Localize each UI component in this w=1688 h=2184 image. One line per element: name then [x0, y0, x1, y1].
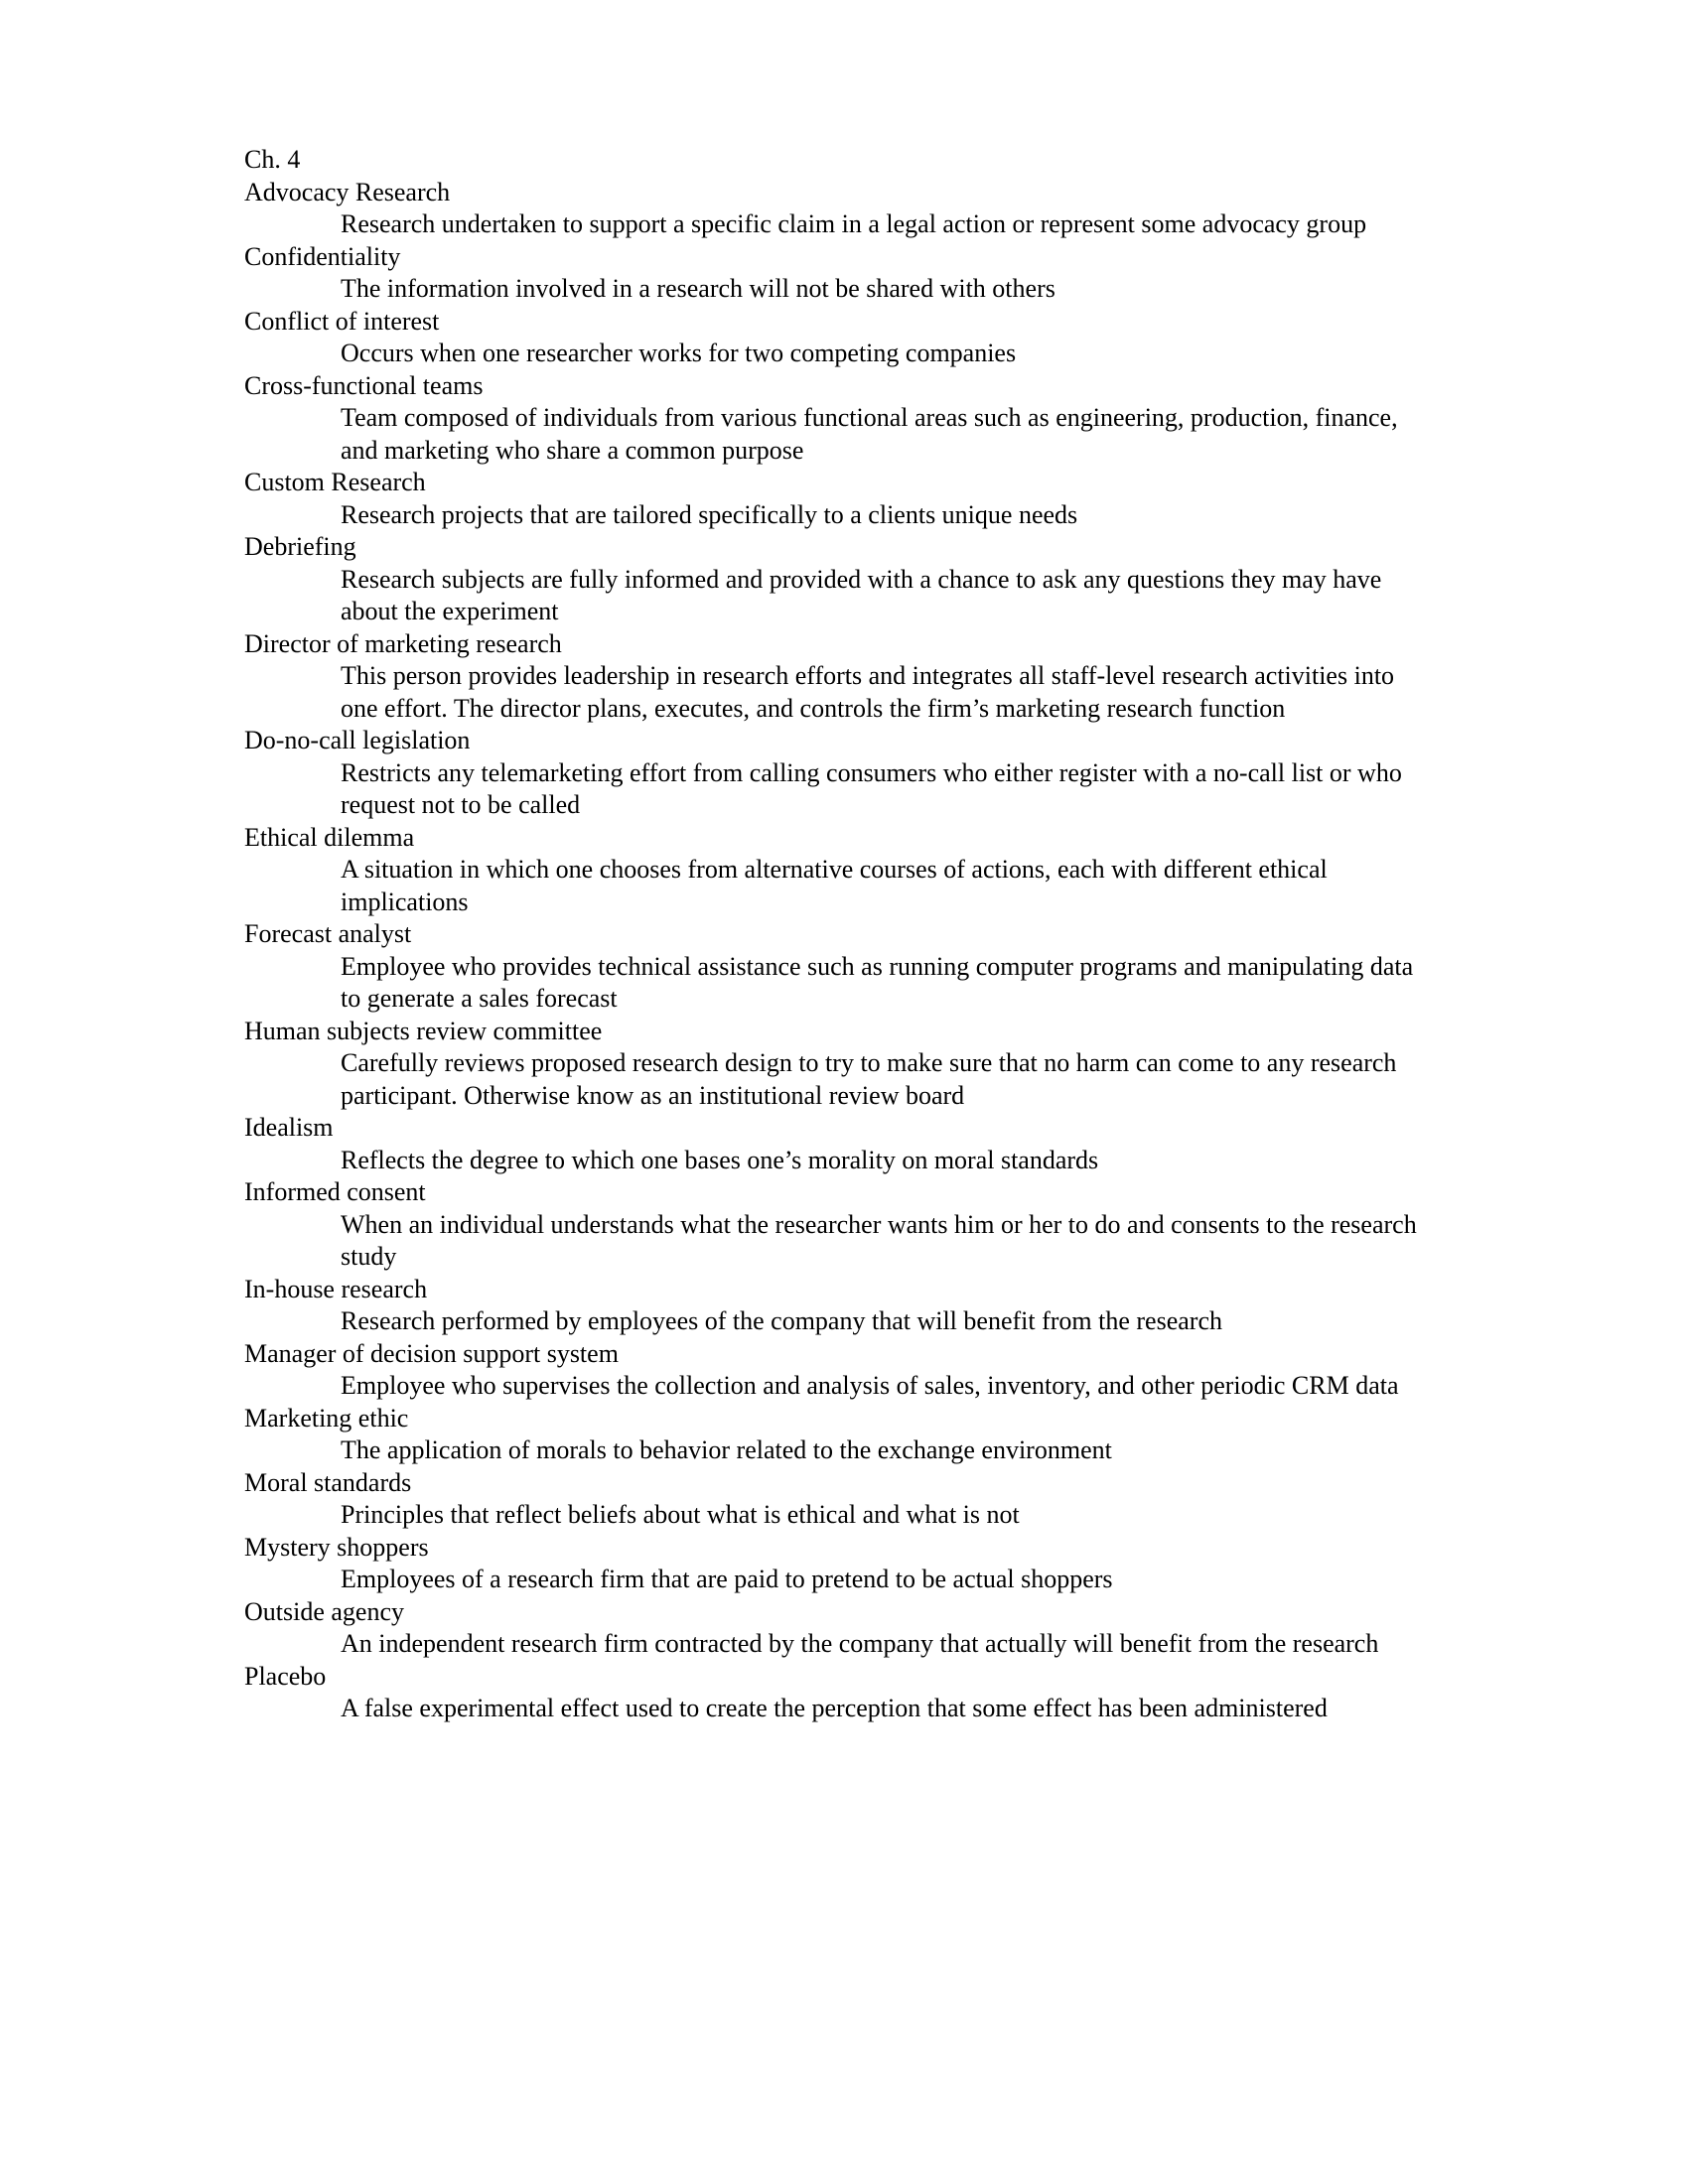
glossary-definition: The information involved in a research will not be shared with others [341, 274, 1055, 303]
glossary-definition: Employee who provides technical assistance such as running computer programs and manipulating data to generate a sales forecast [341, 951, 1414, 1013]
glossary-entry [244, 241, 1436, 306]
glossary-term: Director of marketing research [244, 628, 562, 658]
glossary-definition: Restricts any telemarketing effort from calling consumers who either register with a no-call list or who request not to be called [341, 757, 1402, 819]
glossary-definition: Research performed by employees of the company that will benefit from the research [341, 1306, 1222, 1335]
glossary-entry [244, 306, 1436, 370]
glossary-definition: This person provides leadership in research efforts and integrates all staff-level research activities into one effort. The director plans, executes, and controls the firm’s marketing research function [341, 661, 1395, 723]
glossary-entry [244, 1274, 1436, 1338]
glossary-term: Confidentiality [244, 241, 401, 271]
glossary-definition: Employees of a research firm that are paid to pretend to be actual shoppers [341, 1565, 1113, 1593]
glossary-definition: Employee who supervises the collection and analysis of sales, inventory, and other periodic CRM data [341, 1371, 1399, 1400]
glossary-definition: A false experimental effect used to create the perception that some effect has been administered [341, 1694, 1328, 1722]
glossary-term: Moral standards [244, 1467, 412, 1497]
glossary-term: Manager of decision support system [244, 1338, 619, 1368]
glossary-definition: An independent research firm contracted by the company that actually will benefit from the research [341, 1629, 1379, 1658]
glossary-definition: A situation in which one chooses from alternative courses of actions, each with different ethical implications [341, 855, 1328, 916]
glossary-definition: When an individual understands what the researcher wants him or her to do and consents to the research study [341, 1209, 1417, 1271]
glossary-entry [244, 1016, 1436, 1113]
glossary-term: Do-no-call legislation [244, 726, 471, 754]
glossary-entry [244, 177, 1436, 241]
glossary-definition: Research undertaken to support a specific claim in a legal action or represent some advocacy group [341, 209, 1367, 238]
glossary-definition: Occurs when one researcher works for two competing companies [341, 339, 1017, 367]
glossary-entry [244, 628, 1436, 726]
glossary-entry [244, 1403, 1436, 1467]
glossary-term: Outside agency [244, 1596, 405, 1626]
glossary-term: In-house research [244, 1274, 428, 1303]
glossary-entry [244, 1596, 1436, 1661]
glossary-entry [244, 1112, 1436, 1176]
glossary-term: Idealism [244, 1113, 334, 1142]
glossary-term: Debriefing [244, 532, 356, 561]
glossary-term: Human subjects review committee [244, 1016, 603, 1045]
glossary-term: Placebo [244, 1661, 327, 1691]
glossary-term: Mystery shoppers [244, 1532, 429, 1562]
glossary-term: Forecast analyst [244, 919, 412, 948]
glossary-entry [244, 1176, 1436, 1274]
glossary-entry [244, 1532, 1436, 1596]
glossary-entry [244, 1338, 1436, 1403]
glossary-entry [244, 822, 1436, 919]
glossary-term: Ethical dilemma [244, 822, 415, 852]
page-title: Ch. 4 [244, 145, 301, 174]
glossary-term: Informed consent [244, 1177, 426, 1206]
glossary-entry [244, 1661, 1436, 1725]
glossary-term: Conflict of interest [244, 306, 440, 336]
glossary-definition: Team composed of individuals from various functional areas such as engineering, production, finance, and marketing who share a common purpose [341, 403, 1398, 465]
glossary-entry [244, 531, 1436, 628]
glossary-definition: Reflects the degree to which one bases one’s morality on moral standards [341, 1145, 1099, 1174]
glossary-definition: Principles that reflect beliefs about what is ethical and what is not [341, 1500, 1020, 1529]
document-body [244, 144, 1436, 1725]
glossary-term: Marketing ethic [244, 1403, 409, 1433]
glossary-entry [244, 725, 1436, 822]
glossary-term: Custom Research [244, 468, 426, 496]
glossary-term: Advocacy Research [244, 177, 451, 206]
glossary-entry [244, 918, 1436, 1016]
glossary-entry [244, 467, 1436, 531]
glossary-term: Cross-functional teams [244, 370, 484, 400]
glossary-definition: The application of morals to behavior related to the exchange environment [341, 1435, 1112, 1464]
glossary-definition: Carefully reviews proposed research design to try to make sure that no harm can come to any research participant. Otherwise know as an institutional review board [341, 1048, 1397, 1110]
glossary-entry [244, 370, 1436, 468]
glossary-definition: Research projects that are tailored specifically to a clients unique needs [341, 499, 1078, 529]
glossary-entry [244, 1467, 1436, 1532]
glossary-definition: Research subjects are fully informed and provided with a chance to ask any questions they may have about the experiment [341, 564, 1382, 625]
